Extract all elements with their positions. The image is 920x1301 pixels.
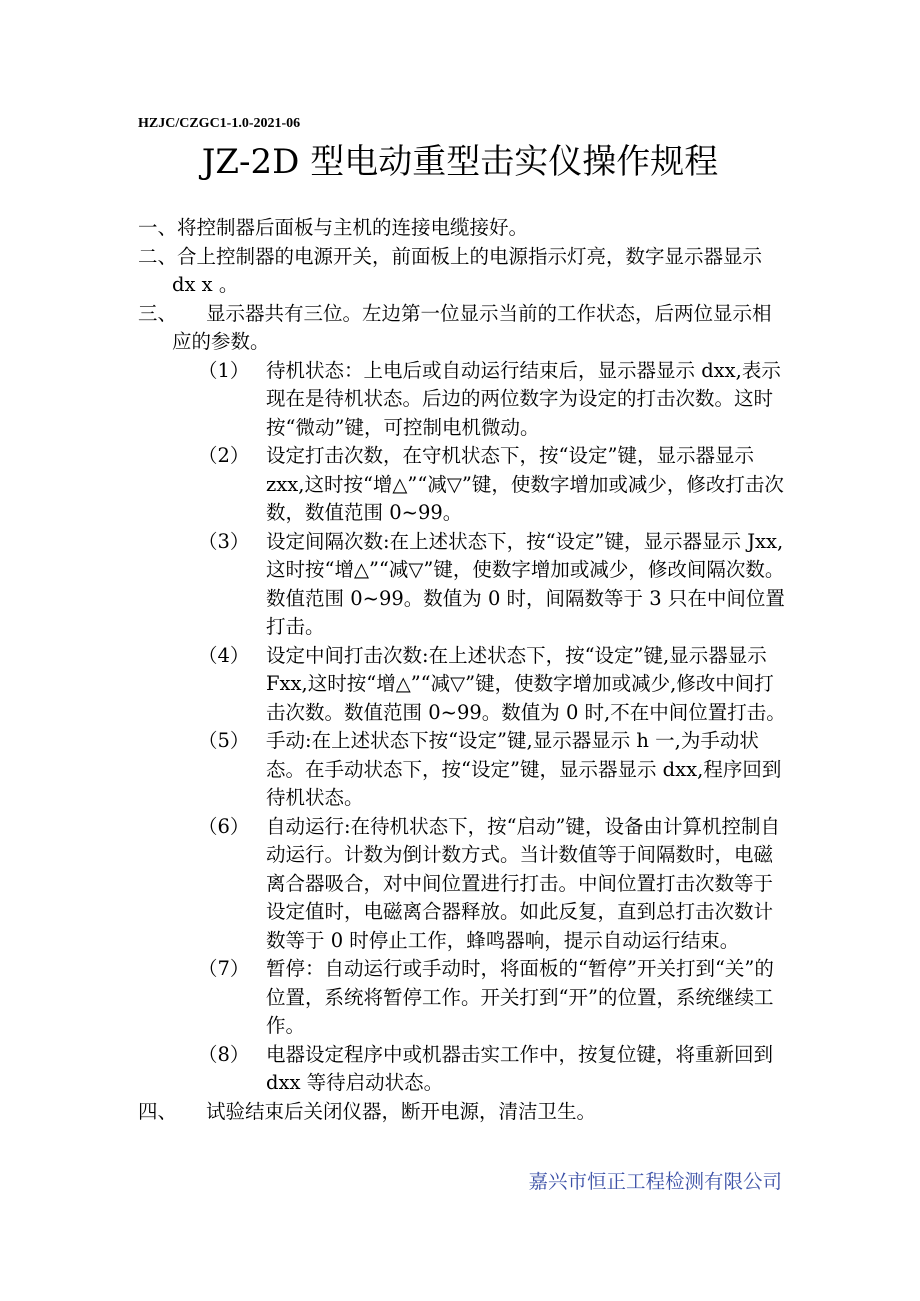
sub-item-number: （1） [198,358,250,382]
section-1 [138,214,788,243]
section-number: 四、 [138,1099,178,1123]
section-2 [138,243,788,300]
sub-item-3 [138,528,788,642]
sub-item-number: （8） [198,1042,250,1066]
sub-item-text: 设定打击次数，在守机状态下，按“设定”键，显示器显示 zxx,这时按“增△”“减▽”键，使数字增加或减少，修改打击次数，数值范围 0~99。 [266,444,784,524]
sub-item-number: （2） [198,444,250,467]
sub-item-text: 暂停：自动运行或手动时，将面板的“暂停”开关打到“关”的位置，系统将暂停工作。开关打到“开”的位置，系统继续工作。 [266,957,774,1037]
sub-item-number: （6） [198,814,250,838]
sub-item-number: （7） [198,957,250,980]
section-number: 三、 [138,301,178,325]
section-3 [138,300,788,357]
sub-item-number: （4） [198,643,250,667]
sub-item-number: （5） [198,729,250,752]
section-text: 将控制器后面板与主机的连接电缆接好。 [177,216,529,239]
document-body [138,214,788,1126]
sub-item-number: （3） [198,529,250,553]
sub-item-text: 待机状态：上电后或自动运行结束后，显示器显示 dxx,表示现在是待机状态。后边的两位数字为设定的打击次数。这时按“微动”键，可控制电机微动。 [266,358,781,439]
sub-item-2 [138,442,788,528]
section-text: 显示器共有三位。左边第一位显示当前的工作状态，后两位显示相应的参数。 [172,301,772,353]
company-name: 嘉兴市恒正工程检测有限公司 [528,1170,782,1193]
sub-item-4 [138,642,788,728]
sub-item-text: 电器设定程序中或机器击实工作中，按复位键，将重新回到 dxx 等待启动状态。 [266,1042,774,1094]
sub-item-5 [138,727,788,813]
section-text: 试验结束后关闭仪器，断开电源，清洁卫生。 [206,1099,597,1123]
sub-item-6 [138,813,788,956]
section-number: 二、 [138,244,178,268]
sub-item-text: 手动:在上述状态下按“设定”键,显示器显示 h 一,为手动状态。在手动状态下，按“设定”键，显示器显示 dxx,程序回到待机状态。 [266,729,782,809]
section-text: 合上控制器的电源开关，前面板上的电源指示灯亮，数字显示器显示 dx x 。 [172,244,763,296]
sub-item-text: 设定间隔次数:在上述状态下，按“设定”键，显示器显示 Jxx,这时按“增△”“减▽”键，使数字增加或减少，修改间隔次数。数值范围 0~99。数值为 0 时，间隔数等于 3 只在中间位置打击。 [266,529,785,638]
sub-item-8 [138,1041,788,1098]
section-number: 一、 [138,216,178,239]
sub-item-7 [138,955,788,1041]
sub-item-text: 自动运行:在待机状态下，按“启动”键，设备由计算机控制自动运行。计数为倒计数方式。当计数值等于间隔数时，电磁离合器吸合，对中间位置进行打击。中间位置打击次数等于设定值时，电磁离合器释放。如此反复，直到总打击次数计数等于 0 时停止工作，蜂鸣器响，提示自动运行结束。 [266,814,781,952]
sub-item-text: 设定中间打击次数:在上述状态下，按“设定”键,显示器显示 Fxx,这时按“增△”“减▽”键，使数字增加或减少,修改中间打击次数。数值范围 0~99。数值为 0 时,不在中间位置打击。 [266,643,786,724]
sub-item-1 [138,357,788,443]
section-4 [138,1098,788,1127]
document-title: JZ-2D 型电动重型击实仪操作规程 [201,142,719,182]
document-code: HZJC/CZGC1-1.0-2021-06 [138,116,301,131]
